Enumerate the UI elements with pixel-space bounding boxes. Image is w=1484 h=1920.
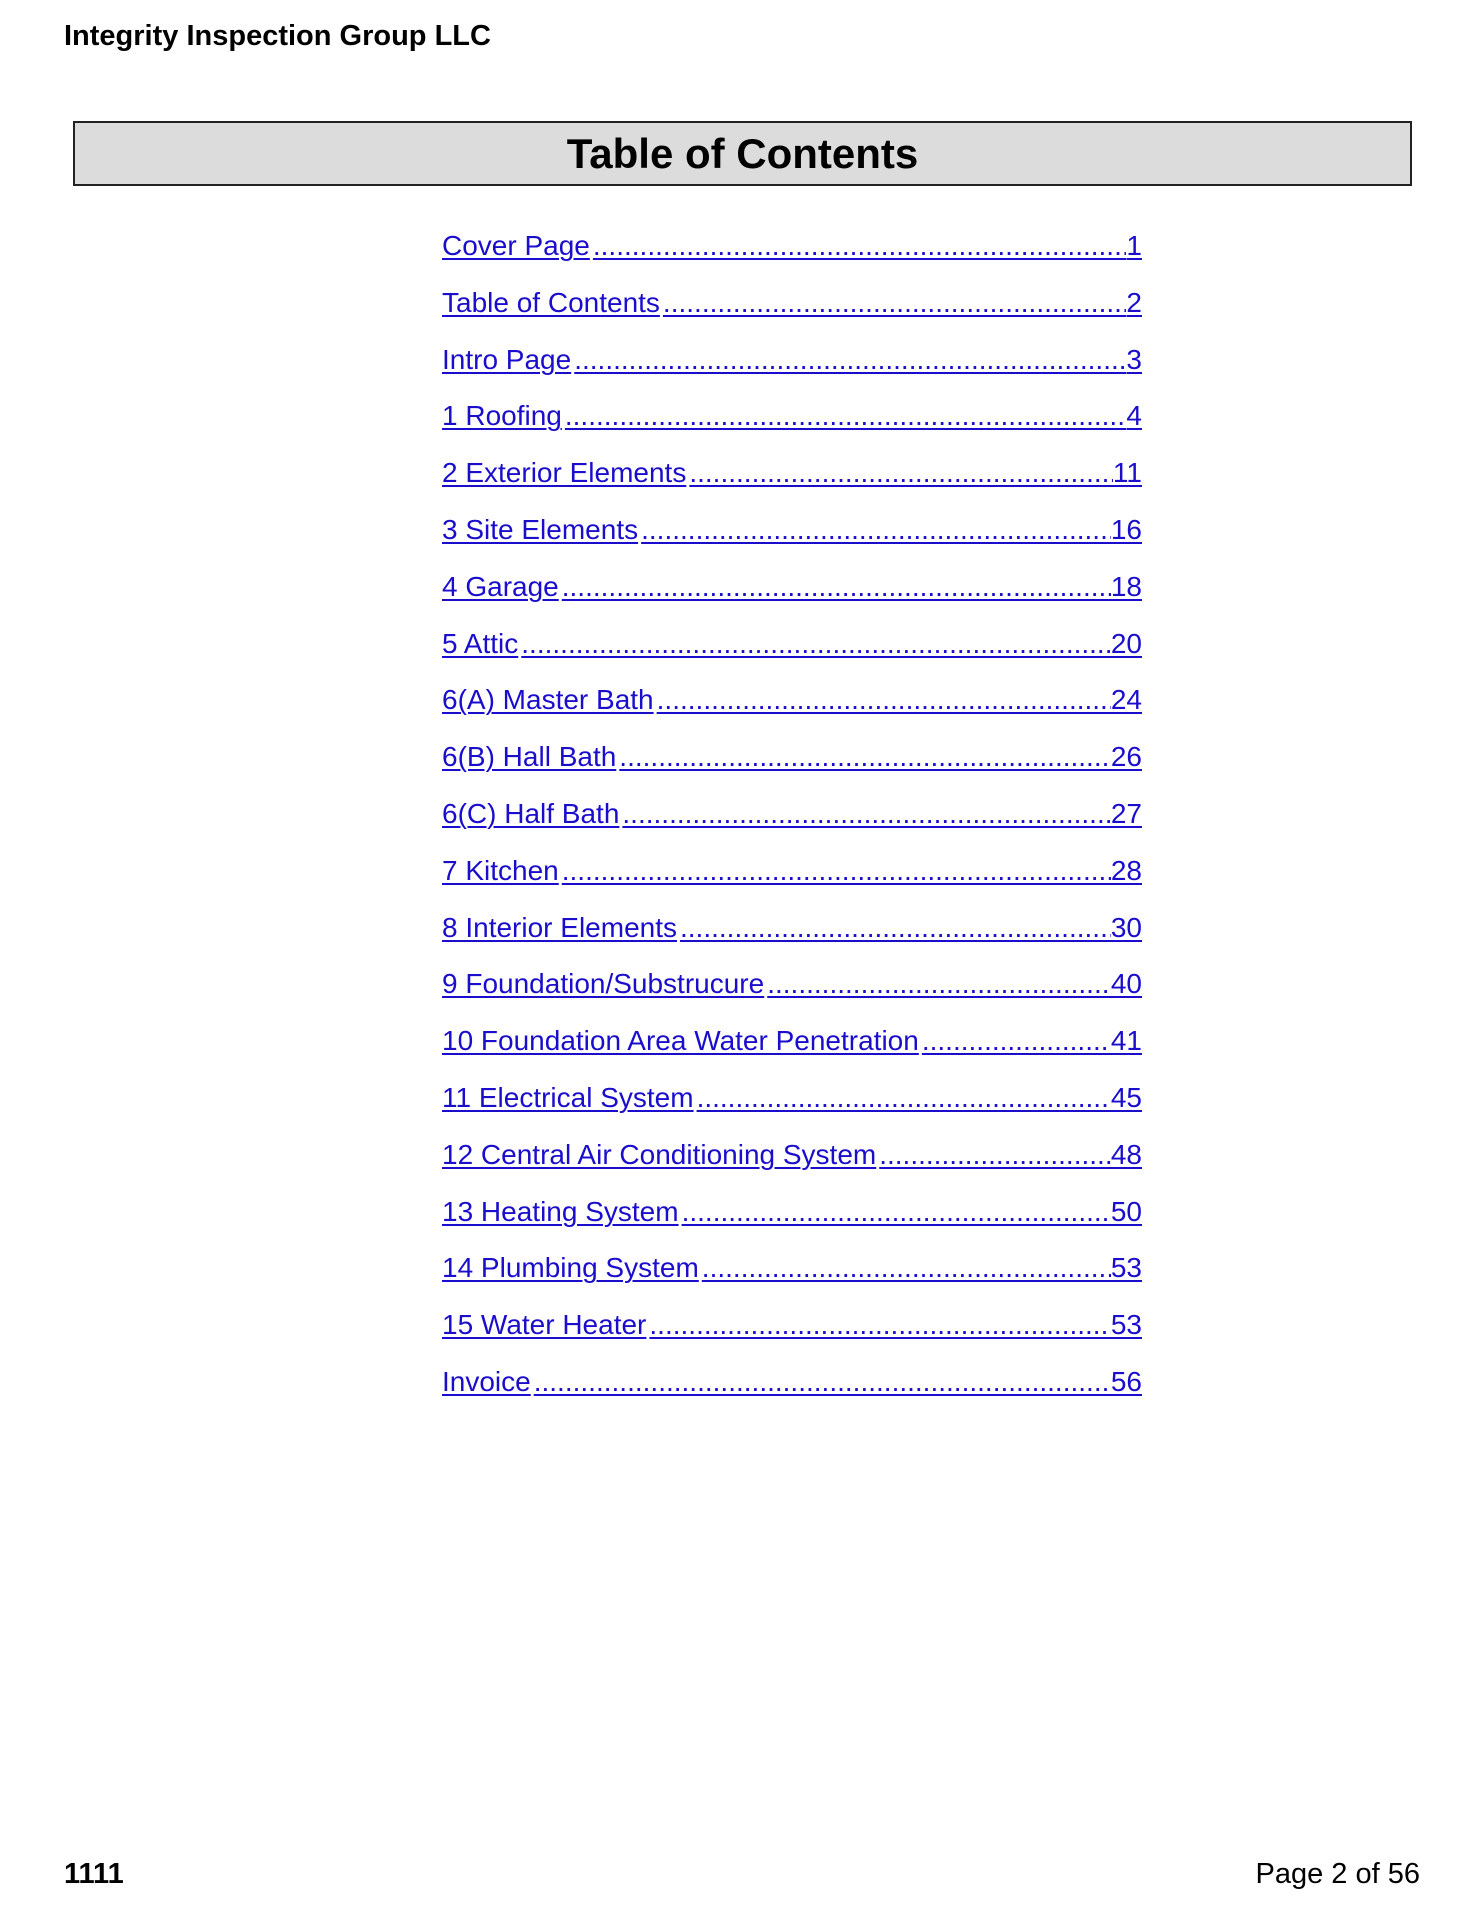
toc-dot-leader [559, 849, 1111, 893]
toc-entry-label: 15 Water Heater [442, 1309, 647, 1341]
toc-entry-page: 16 [1110, 513, 1142, 545]
toc-link-invoice[interactable] [442, 1360, 1142, 1417]
toc-link-half-bath[interactable] [442, 792, 1142, 849]
toc-entry-label: 5 Attic [442, 627, 519, 659]
toc-entry-label: 6(B) Hall Bath [442, 741, 617, 773]
toc-entry-page: 56 [1110, 1365, 1142, 1397]
toc-entry-page: 18 [1110, 570, 1142, 602]
toc-entry-label: 12 Central Air Conditioning System [442, 1138, 877, 1170]
title-banner [73, 121, 1412, 186]
toc-entry-label: 11 Electrical System [442, 1081, 694, 1113]
toc-entry-page: 11 [1112, 457, 1142, 489]
toc-dot-leader [764, 962, 1111, 1006]
toc-entry-page: 28 [1110, 854, 1142, 886]
toc-link-cover-page[interactable] [442, 224, 1142, 281]
toc-entry-label: Intro Page [442, 343, 572, 375]
toc-link-hall-bath[interactable] [442, 735, 1142, 792]
toc-link-electrical-system[interactable] [442, 1076, 1142, 1133]
toc-link-table-of-contents[interactable] [442, 281, 1142, 338]
toc-entry-page: 40 [1110, 968, 1142, 1000]
toc-dot-leader [531, 1360, 1111, 1404]
toc-dot-leader [679, 1190, 1111, 1234]
toc-entry-page: 45 [1110, 1081, 1142, 1113]
toc-link-roofing[interactable] [442, 394, 1142, 451]
toc-entry-label: 4 Garage [442, 570, 559, 602]
toc-entry-label: 6(C) Half Bath [442, 797, 620, 829]
toc-entry-page: 3 [1126, 343, 1142, 375]
toc-dot-leader [654, 678, 1111, 722]
toc-link-exterior-elements[interactable] [442, 451, 1142, 508]
toc-entry-page: 48 [1110, 1138, 1142, 1170]
toc-dot-leader [638, 508, 1111, 552]
toc-dot-leader [518, 622, 1111, 666]
toc-entry-page: 24 [1110, 684, 1142, 716]
toc-entry-label: Table of Contents [442, 286, 660, 318]
page-title: Table of Contents [566, 129, 919, 177]
toc-dot-leader [559, 565, 1111, 609]
toc-dot-leader [686, 451, 1113, 495]
toc-link-kitchen[interactable] [442, 849, 1142, 906]
toc-link-water-heater[interactable] [442, 1303, 1142, 1360]
toc-dot-leader [699, 1246, 1111, 1290]
company-name: Integrity Inspection Group LLC [64, 20, 491, 52]
toc-dot-leader [646, 1303, 1110, 1347]
table-of-contents [442, 224, 1142, 1417]
toc-link-heating-system[interactable] [442, 1190, 1142, 1247]
toc-entry-page: 50 [1110, 1195, 1142, 1227]
toc-entry-label: 3 Site Elements [442, 513, 639, 545]
toc-entry-label: 2 Exterior Elements [442, 457, 687, 489]
toc-entry-label: 13 Heating System [442, 1195, 679, 1227]
toc-entry-page: 30 [1110, 911, 1142, 943]
toc-entry-label: Invoice [442, 1365, 531, 1397]
toc-entry-label: 10 Foundation Area Water Penetration [442, 1025, 919, 1057]
toc-dot-leader [590, 224, 1127, 268]
toc-dot-leader [571, 338, 1126, 382]
toc-dot-leader [619, 792, 1110, 836]
toc-entry-label: 8 Interior Elements [442, 911, 677, 943]
toc-link-intro-page[interactable] [442, 338, 1142, 395]
toc-link-interior-elements[interactable] [442, 906, 1142, 963]
toc-dot-leader [694, 1076, 1111, 1120]
toc-entry-label: Cover Page [442, 230, 590, 261]
report-id: 1111 [64, 1858, 124, 1890]
toc-link-site-elements[interactable] [442, 508, 1142, 565]
toc-link-foundation-water-penetration[interactable] [442, 1019, 1142, 1076]
toc-entry-page: 1 [1126, 230, 1142, 261]
toc-entry-page: 4 [1126, 400, 1142, 432]
toc-dot-leader [660, 281, 1127, 325]
toc-dot-leader [616, 735, 1111, 779]
toc-entry-page: 20 [1110, 627, 1142, 659]
toc-entry-label: 7 Kitchen [442, 854, 559, 886]
toc-entry-page: 26 [1110, 741, 1142, 773]
toc-entry-label: 9 Foundation/Substrucure [442, 968, 765, 1000]
page-indicator: Page 2 of 56 [1255, 1858, 1420, 1890]
toc-dot-leader [919, 1019, 1111, 1063]
toc-dot-leader [677, 906, 1111, 950]
toc-entry-page: 41 [1110, 1025, 1142, 1057]
toc-link-plumbing-system[interactable] [442, 1246, 1142, 1303]
toc-entry-page: 53 [1110, 1309, 1142, 1341]
toc-entry-label: 6(A) Master Bath [442, 684, 654, 716]
toc-dot-leader [562, 394, 1127, 438]
toc-dot-leader [876, 1133, 1111, 1177]
toc-entry-page: 27 [1110, 797, 1142, 829]
toc-entry-label: 1 Roofing [442, 400, 562, 432]
toc-entry-label: 14 Plumbing System [442, 1252, 699, 1284]
toc-entry-page: 2 [1126, 286, 1142, 318]
toc-link-master-bath[interactable] [442, 678, 1142, 735]
toc-link-garage[interactable] [442, 565, 1142, 622]
toc-entry-page: 53 [1110, 1252, 1142, 1284]
toc-link-attic[interactable] [442, 622, 1142, 679]
toc-link-foundation-substructure[interactable] [442, 962, 1142, 1019]
toc-link-central-air[interactable] [442, 1133, 1142, 1190]
